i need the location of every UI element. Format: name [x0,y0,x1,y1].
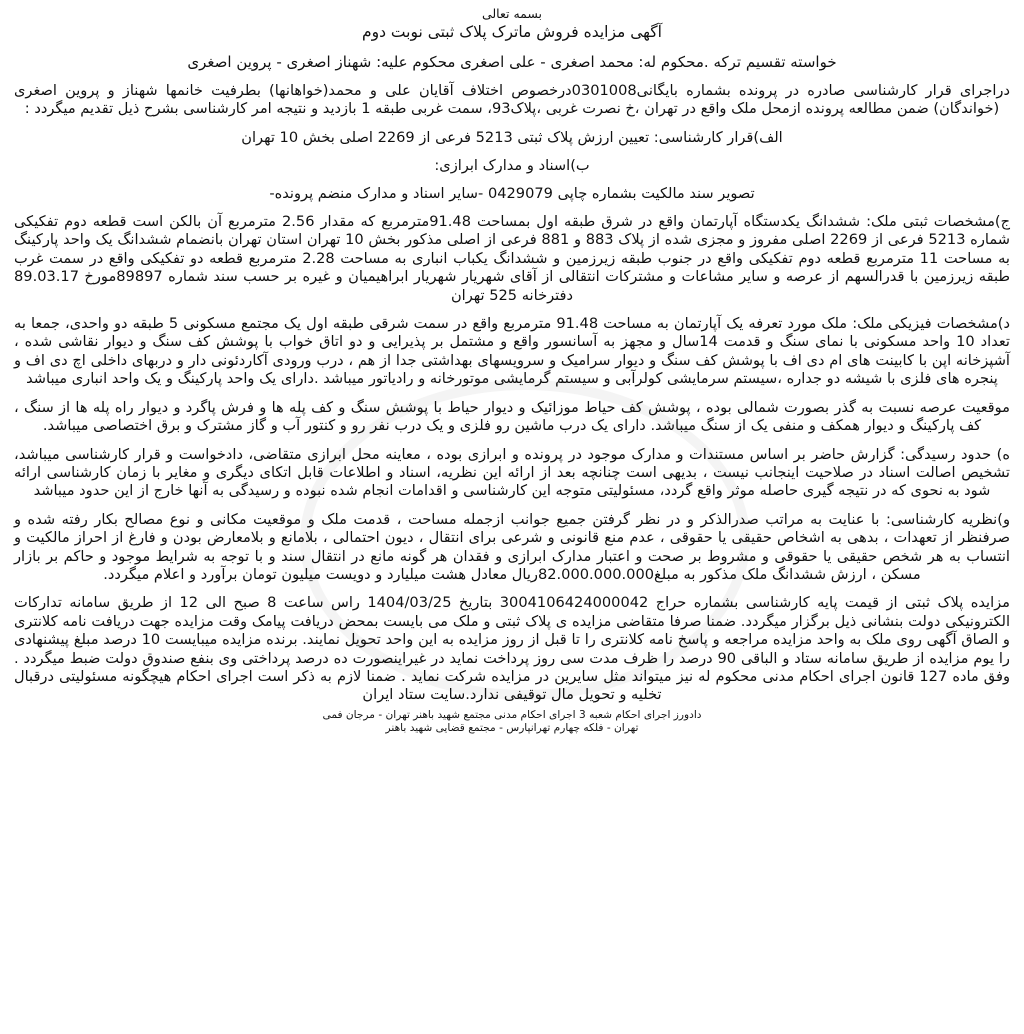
footer-officer-line: دادورز اجرای احکام شعبه 3 اجرای احکام مدنی مجتمع شهید باهنر تهران - مرجان فمی [322,708,702,721]
section-d-physical-specs: د)مشخصات فیزیکی ملک: ملک مورد تعرفه یک آپارتمان به مساحت 91.48 مترمربع واقع در سمت شرقی طبقه اول یک مجتمع مسکونی 5 طبقه دو واحدی، جمعا به تعداد 10 واحد مسکونی با نمای سنگ و قدمت 14سال و مجهز به آسانسور واقع و مشتمل بر پذیرایی و دو اتاق خواب با پوشش کف سنگ و دیوار نقاشی شده ، آشپزخانه اپن با کابینت های ام دی اف با پوشش کف سنگ و دیوار سرامیک و سرویسهای بهداشتی جدا از هم ، درب ورودی آکاردئونی دار و دربهای داخلی اچ دی اف و پنجره های فلزی با شیشه دو جداره ،سیستم سرمایشی کولرآبی و سیستم گرمایشی موتورخانه و رادیاتور میباشد .دارای یک واحد پارکینگ و یک واحد انباری میباشد [14,315,1010,388]
section-b-documents: تصویر سند مالکیت بشماره چاپی 0429079 -سایر اسناد و مدارک منضم پرونده- [269,184,755,202]
notice-title: آگهی مزایده فروش ماترک پلاک ثبتی نوبت دوم [362,23,662,41]
section-b-title: ب)اسناد و مدارک ابرازی: [434,157,590,175]
section-a-assignment: الف)قرار کارشناسی: تعیین ارزش پلاک ثبتی 5213 فرعی از 2269 اصلی بخش 10 تهران [241,128,783,146]
auction-details-paragraph: مزایده پلاک ثبتی از قیمت پایه کارشناسی بشماره حراج 3004106424000042 بتاریخ 1404/03/25 راس ساعت 8 صبح الی 12 از طریق سامانه تدارکات الکترونیکی دولت بنشانی ذیل برگزار میگردد. ضمنا صرفا متقاضی مزایده ی پلاک ثبتی و ملک می بایست بمحض دریافت پیامک وقت مزایده جهت دریافت نامه کلانتری و الصاق آگهی روی ملک به واحد مزایده مراجعه و پاسخ نامه کلانتری را تا قبل از روز مزایده به این واحد تحویل نمایند. برنده مزایده میبایست 10 درصد مبلغ پیشنهادی را یوم مزایده از طریق سامانه ستاد و الباقی 90 درصد را ظرف مدت سی روز پرداخت نماید در غیراینصورت ده درصد پرداختی وی بنفع صندوق دولت ضبط میگردد . وفق ماده 127 قانون اجرای احکام مدنی محکوم له نیز میتواند مثل سایرین در مزایده شرکت نماید . ضمنا لازم به ذکر است اجرای احکام هیچگونه مسئولیتی درقبال تخلیه و تحویل مال توقیفی ندارد.سایت ستاد ایران [14,594,1010,704]
intro-paragraph: دراجرای قرار کارشناسی صادره در پرونده بشماره بایگانی0301008درخصوص اختلاف آقایان علی و محمد(خواهانها) بطرفیت خانمها شهناز و پروین اصغری (خواندگان) ضمن مطالعه پرونده ازمحل ملک واقع در تهران ،خ نصرت غربی ،پلاک93، سمت غربی طبقه 1 بازدید و نتیجه امر کارشناسی بشرح ذیل تقدیم میگردد : [14,82,1010,118]
section-c-registration-specs: ج)مشخصات ثبتی ملک: ششدانگ یکدستگاه آپارتمان واقع در شرق طبقه اول بمساحت 91.48مترمربع که مقدار 2.56 مترمربع آن بالکن است قطعه دوم تفکیکی شماره 5213 فرعی از 2269 اصلی مفروز و مجزی شده از پلاک 883 و 881 فرعی از اصلی مذکور بخش 10 تهران استان تهران بانضمام ششدانگ یک واحد پارکینگ به مساحت 11 مترمربع قطعه دوم تفکیکی واقع در جنوب طبقه زیرزمین و ششدانگ یکباب انباری به مساحت 2.28 مترمربع قطعه دو تفکیکی واقع در سمت غرب طبقه زیرزمین با قدرالسهم از عرصه و سایر مشاعات و مشترکات انتقالی از آقای شهریار شهریار ابراهیمیان و غیره بر حسب سند شماره 89897مورخ 89.03.17 دفترخانه 525 تهران [14,213,1010,304]
section-e-scope: ه) حدود رسیدگی: گزارش حاضر بر اساس مستندات و مدارک موجود در پرونده و ابرازی بوده ، معاینه محل ابرازی متقاضی، دادخواست و قرار کارشناسی میباشد، تشخیص اصالت اسناد در صلاحیت اینجانب نیست ، بدیهی است چنانچه بعد از ارائه این نظریه، اسناد و اطلاعات قابل اتکای دیگری و مغایر با زمان کارشناسی ارائه شود به نحوی که در نتیجه گیری حاصله موثر واقع گردد، مسئولیتی متوجه این کارشناسی و اقدامات انجام شده نبوده و رسیدگی به آنها خارج از این حدود میباشد [14,445,1010,500]
footer-address-line: تهران - فلکه چهارم تهرانپارس - مجتمع قضایی شهید باهنر [385,721,639,734]
parties-line: خواسته تقسیم ترکه .محکوم له: محمد اصغری - علی اصغری محکوم علیه: شهناز اصغری - پروین اصغری [187,53,837,71]
site-location-paragraph: موقعیت عرصه نسبت به گذر بصورت شمالی بوده ، پوشش کف حیاط موزائیک و دیوار حیاط با پوشش سنگ و کف پله ها و فرش پاگرد و دیوار راه پله ها از سنگ ، کف پارکینگ و دیوار همکف و منفی یک از سنگ میباشد. دارای یک درب ماشین رو فلزی و یک درب نفر رو و کنتور آب و گاز مشترک و برق اختصاصی میباشد. [14,398,1010,435]
section-f-expert-opinion: و)نظریه کارشناسی: با عنایت به مراتب صدرالذکر و در نظر گرفتن جمیع جوانب ازجمله مساحت ، قدمت ملک و موقعیت مکانی و نوع مصالح بکار رفته شده و صرفنظر از تعهدات ، بدهی به اشخاص حقیقی یا حقوقی ، عدم منع قانونی و شرعی برای انتقال ، دیون احتمالی ، بلامانع و بلامعارض بودن و فارغ از احراز مالکیت و انتساب به هر شخص حقیقی یا حقوقی و مشروط بر صحت و اعتبار مدارک ابرازی و فقدان هر گونه مانع در انتقال سند و با توجه به شرایط موجود و حاکم بر بازار مسکن ، ارزش ششدانگ ملک مذکور به مبلغ82.000.000.000ریال معادل هشت میلیارد و دویست میلیون تومان برآورد و اعلام میگردد. [14,510,1010,583]
basmala-heading: بسمه تعالی [481,6,543,21]
signature-footer [14,709,1010,735]
